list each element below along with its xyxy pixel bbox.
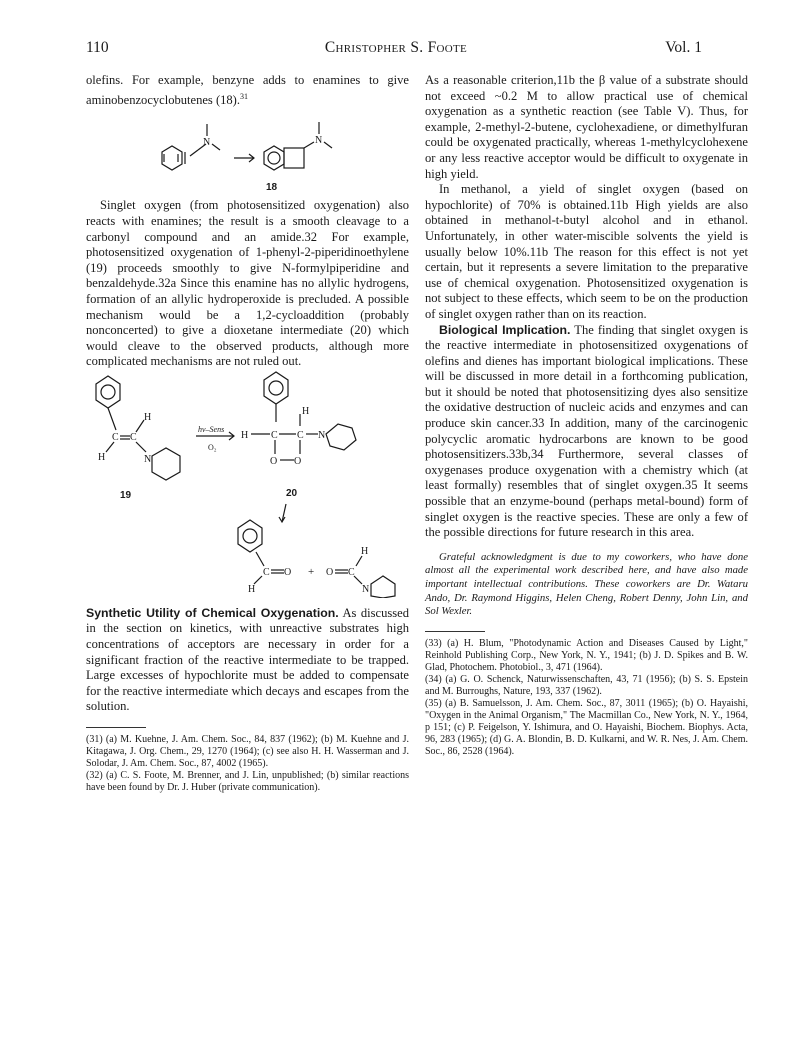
right-paragraph-1: As a reasonable criterion,11b the β value of a substrate should not exceed ~0.2 M to allow practical use of chemical oxygenation as a synthetic reaction (see Table V). Thus, for example, 2-methyl-2-butene, cyclohexadiene, or dimethylfuran could be oxygenated practically, whereas 1-methylcyclohexene or any less reactive acceptor would be difficult to oxygenate in high yield. <box>425 73 748 181</box>
c-atom: C <box>348 566 355 578</box>
left-paragraph-1: olefins. For example, benzyne adds to enamines to give aminobenzocyclobutenes (18).$^{31}$ <box>86 73 409 107</box>
c-atom: C <box>112 431 119 443</box>
c-atom: C <box>130 431 137 443</box>
left-paragraph-3-text: As discussed in the section on kinetics, with unreactive substrates high concentrations of acceptors are necessary in order for a significant fraction of the reactive intermediate to be trapped. Large excesses of hypochlorite must be added to compensate for the reactive intermediate which decays and escapes from the solution. <box>86 605 409 714</box>
footnote-31: (31) (a) M. Kuehne, J. Am. Chem. Soc., 84, 837 (1962); (b) M. Kuehne and J. Kitagawa, J. Org. Chem., 29, 1270 (1964); (c) see also H. H. Wasserman and J. Solodar, J. Am. Chem. Soc., 87, 4002 (1965). <box>86 734 409 770</box>
plus-sign: + <box>308 565 315 578</box>
n-label-1: N <box>203 137 211 149</box>
section-heading-biological: Biological Implication. <box>439 322 571 337</box>
page-number: 110 <box>86 39 109 56</box>
h-atom: H <box>248 583 256 595</box>
scheme-dioxetane-drawing <box>86 370 409 598</box>
n-atom: N <box>318 429 326 441</box>
c-atom: C <box>263 566 270 578</box>
footnote-rule-right <box>425 631 485 632</box>
arrow-condition-top: hν–Sens <box>198 424 225 434</box>
right-paragraph-2: In methanol, a yield of singlet oxygen (based on hypochlorite) of 70% is obtained.11b High yields are also obtained in methanol-t-butyl alcohol and in ethanol. Unfortunately, in other water-miscible solvents the yield is usually below 10%.11b The reason for this effect is not yet certain, but it represents a severe limitation to the preparative use of chemical oxygenation. Photosensitized oxygenation is not subject to these effects, which seem to be on the production of singlet oxygen rather than on its reaction. <box>425 182 748 321</box>
scheme-benzyne-drawing <box>86 108 409 198</box>
compound-20-label: 20 <box>286 487 298 499</box>
footnote-rule-left <box>86 727 146 728</box>
footnote-35: (35) (a) B. Samuelsson, J. Am. Chem. Soc., 87, 3011 (1965); (b) O. Hayaishi, "Oxygen in the Animal Organism," The Macmillan Co., New York, N. Y., 1964, p 151; (c) P. Feigelson, Y. Ishimura, and O. Hayaishi, Biochem. Biophys. Acta, 96, 283 (1965); (d) G. A. Blondin, B. D. Kulkarni, and W. R. Nes, J. Am. Chem. Soc., 86, 2528 (1964). <box>425 697 748 757</box>
footnote-32: (32) (a) C. S. Foote, M. Brenner, and J. Lin, unpublished; (b) similar reactions have been found by Dr. J. Huber (private communication). <box>86 770 409 794</box>
compound-18-label: 18 <box>266 182 278 194</box>
compound-19-label: 19 <box>120 489 132 501</box>
n-label-2: N <box>315 135 323 147</box>
c-atom: C <box>271 429 278 441</box>
right-paragraph-3-text: The finding that singlet oxygen is the reactive intermediate in photosensitized oxygenations of olefins and dienes has important biological implications. These will be discussed in more detail in a forthcoming publication, but it should be noted that photosensitizing dyes also sensitize the oxidative destruction of nucleic acids and enzymes and can produce skin cancer.33 In addition, many of the carcinogenic polycyclic aromatic hydrocarbons are known to be good photosensitizers.33b,34 Furthermore, several classes of oxygenases produce oxygenation with a chemistry which (at least formally) resembles that of singlet oxygen.35 It seems possible that an enzyme-bound (perhaps metal-bound) form of singlet oxygen is the reactive species. These are only a few of the possible directions for future research in this area. <box>425 322 748 540</box>
left-paragraph-3 <box>86 606 409 715</box>
n-atom: N <box>362 583 370 595</box>
acknowledgment: Grateful acknowledgment is due to my coworkers, who have done almost all the experimental work described here, and have also made important intellectual contributions. These coworkers are Dr. Wataru Ando, Dr. Raymond Higgins, Helen Cheng, Robert Denny, John Lin, and Sol Wexler. <box>425 550 748 618</box>
left-paragraph-2: Singlet oxygen (from photosensitized oxygenation) also reacts with enamines; the result is a smooth cleavage to a carbonyl compound and an amide.32 For example, photosensitized oxygenation of 1-phenyl-2-piperidinoethylene (19) proceeds smoothly to give N-formylpiperidine and benzaldehyde.32a Since this enamine has no allylic hydrogens, formation of an allylic hydroperoxide is precluded. A possible mechanism would be a 1,2-cycloaddition (probably nonconcerted) to give a dioxetane intermediate (20) which would cleave to the observed products, although more complicated mechanisms are not ruled out. <box>86 198 409 369</box>
o-atom: O <box>294 455 302 467</box>
h-atom: H <box>98 451 106 463</box>
section-heading-synthetic-utility: Synthetic Utility of Chemical Oxygenation. <box>86 605 339 620</box>
volume-label: Vol. 1 <box>665 39 702 56</box>
scheme-dioxetane <box>86 370 409 598</box>
right-column <box>425 73 748 758</box>
o-atom: O <box>270 455 278 467</box>
h-atom: H <box>361 545 369 557</box>
footnote-33: (33) (a) H. Blum, "Photodynamic Action and Diseases Caused by Light," Reinhold Publishing Corp., New York, N. Y., 1941; (b) J. D. Spikes and B. W. Glad, Photochem. Photobiol., 3, 471 (1964). <box>425 637 748 673</box>
o-atom: O <box>326 566 334 578</box>
footnote-34: (34) (a) G. O. Schenck, Naturwissenschaften, 43, 71 (1956); (b) S. S. Epstein and M. Burroughs, Nature, 193, 337 (1962). <box>425 673 748 697</box>
c-atom: C <box>297 429 304 441</box>
arrow-condition-bottom: O₂ <box>208 442 217 452</box>
n-atom: N <box>144 453 152 465</box>
running-author: Christopher S. Foote <box>324 39 468 56</box>
h-atom: H <box>302 405 310 417</box>
right-paragraph-3 <box>425 323 748 541</box>
h-atom: H <box>241 429 249 441</box>
page-header <box>0 39 792 61</box>
h-atom: H <box>144 411 152 423</box>
scheme-benzyne <box>86 108 409 198</box>
o-atom: O <box>284 566 292 578</box>
ref-31: 31 <box>240 91 248 101</box>
left-column <box>86 73 409 794</box>
